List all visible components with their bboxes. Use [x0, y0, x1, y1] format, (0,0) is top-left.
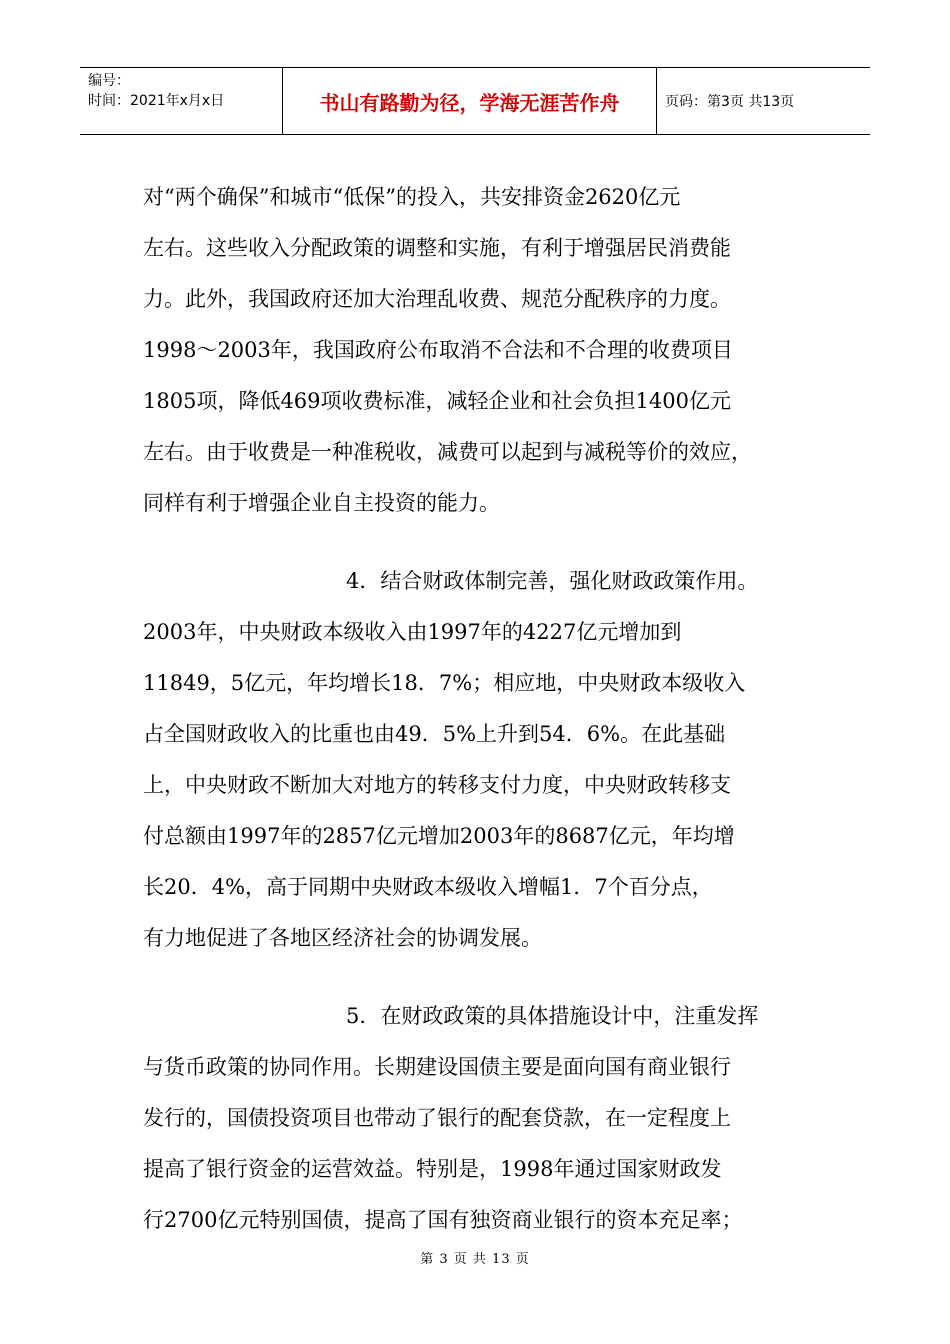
body-line: 力。此外，我国政府还加大治理乱收费、规范分配秩序的力度。 — [143, 287, 731, 311]
section-heading-4: 4．结合财政体制完善，强化财政政策作用。 — [346, 569, 759, 593]
motto-text: 书山有路勤为径，学海无涯苦作舟 — [319, 90, 620, 115]
body-line: 有力地促进了各地区经济社会的协调发展。 — [143, 926, 542, 950]
number-label: 编号： — [88, 73, 130, 89]
body-line: 长20．4%，高于同期中央财政本级收入增幅1．7个百分点， — [143, 875, 713, 899]
body-line: 左右。这些收入分配政策的调整和实施，有利于增强居民消费能 — [143, 236, 731, 260]
body-line: 提高了银行资金的运营效益。特别是，1998年通过国家财政发 — [143, 1157, 722, 1181]
time-label: 时间：2021年x月x日 — [88, 93, 225, 109]
body-line: 11849，5亿元，年均增长18．7%；相应地，中央财政本级收入 — [143, 671, 746, 695]
body-line: 2003年，中央财政本级收入由1997年的4227亿元增加到 — [143, 620, 682, 644]
header-page-cell — [657, 68, 870, 134]
section-heading-5: 5．在财政政策的具体措施设计中，注重发挥 — [346, 1004, 759, 1028]
page-footer: 第 3 页 共 13 页 — [420, 1252, 530, 1267]
body-line: 上，中央财政不断加大对地方的转移支付力度，中央财政转移支 — [143, 773, 731, 797]
body-line: 付总额由1997年的2857亿元增加2003年的8687亿元，年均增 — [143, 824, 735, 848]
body-line: 与货币政策的协同作用。长期建设国债主要是面向国有商业银行 — [143, 1055, 731, 1079]
paragraph-gap — [143, 529, 823, 556]
header-motto-cell — [283, 68, 657, 134]
body-line: 对“两个确保”和城市“低保”的投入，共安排资金2620亿元 — [143, 185, 681, 209]
body-line: 发行的，国债投资项目也带动了银行的配套贷款，在一定程度上 — [143, 1106, 731, 1130]
page-info: 页码：第3页 共13页 — [665, 94, 795, 110]
document-body — [143, 172, 823, 1246]
body-line: 1998～2003年，我国政府公布取消不合法和不合理的收费项目 — [143, 338, 733, 362]
page-header — [80, 67, 870, 135]
body-line: 行2700亿元特别国债，提高了国有独资商业银行的资本充足率； — [143, 1208, 743, 1232]
paragraph-gap — [143, 964, 823, 991]
body-line: 同样有利于增强企业自主投资的能力。 — [143, 491, 500, 515]
header-meta-cell — [80, 68, 283, 134]
body-line: 占全国财政收入的比重也由49．5%上升到54．6%。在此基础 — [143, 722, 726, 746]
body-line: 左右。由于收费是一种准税收，减费可以起到与减税等价的效应， — [143, 440, 752, 464]
body-line: 1805项，降低469项收费标准，减轻企业和社会负担1400亿元 — [143, 389, 731, 413]
